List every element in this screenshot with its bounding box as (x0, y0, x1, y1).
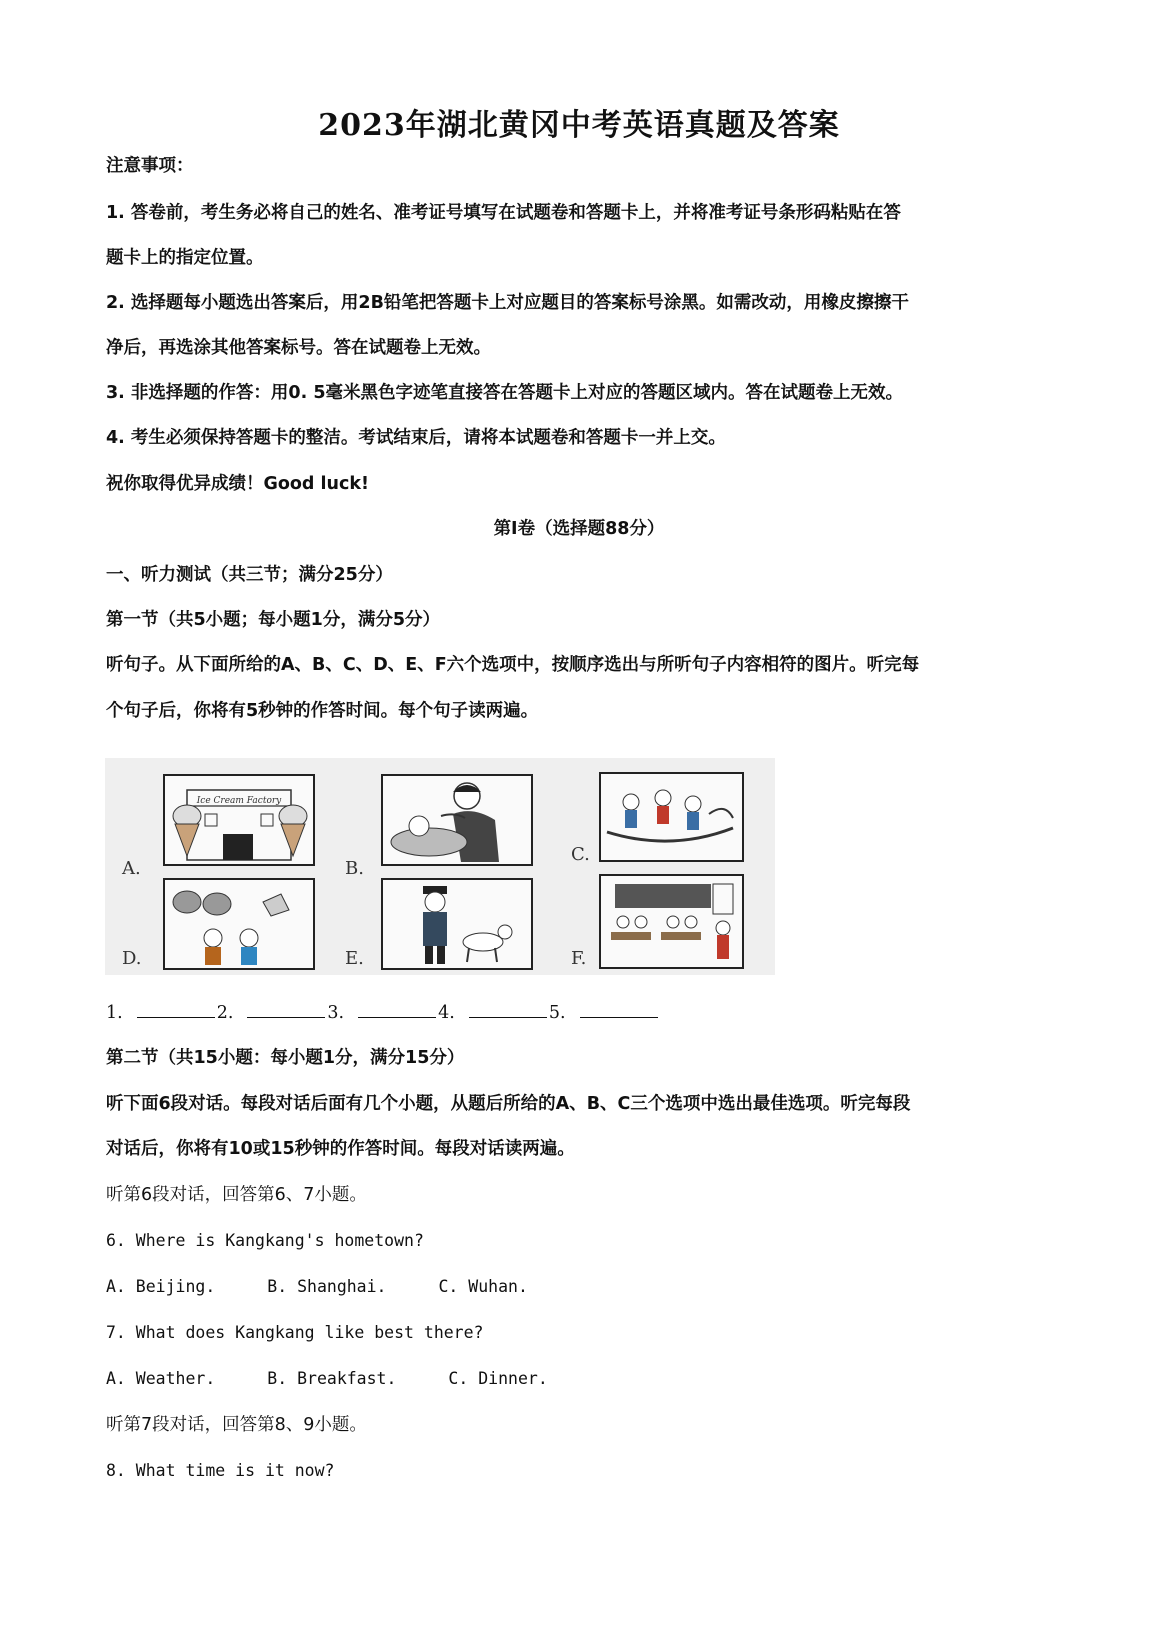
q6-option-b[interactable]: B. Shanghai. (267, 1277, 387, 1296)
blank-line[interactable] (137, 1001, 215, 1018)
blank-number: 1. (106, 1003, 123, 1023)
page-title: 2023年湖北黄冈中考英语真题及答案 (318, 108, 840, 143)
sub2-instruction-1: 听下面6段对话。每段对话后面有几个小题，从题后所给的A、B、C三个选项中选出最佳选项。听完每段 (106, 1094, 911, 1114)
picture-e-policeman-dog (381, 878, 533, 970)
picture-b-mother-and-child (381, 774, 533, 866)
q7-option-c[interactable]: C. Dinner. (448, 1369, 548, 1388)
blank-number: 2. (216, 1003, 234, 1023)
blank-3[interactable] (327, 1001, 438, 1023)
sub1-instruction-2: 个句子后，你将有5秒钟的作答时间。每个句子读两遍。 (106, 701, 539, 721)
mother-child-icon (383, 776, 530, 863)
picture-f-classroom (599, 874, 744, 969)
question-6-options (106, 1275, 1056, 1299)
question-7-options (106, 1367, 1056, 1391)
notice-line-5: 3. 非选择题的作答：用0. 5毫米黑色字迹笔直接答在答题卡上对应的答题区域内。答在试题卷上无效。 (106, 383, 904, 403)
blank-line[interactable] (469, 1001, 547, 1018)
blank-line[interactable] (358, 1001, 436, 1018)
dialog-7-heading: 听第7段对话，回答第8、9小题。 (106, 1415, 367, 1435)
q6-option-c[interactable]: C. Wuhan. (438, 1277, 528, 1296)
blank-number: 4. (438, 1003, 455, 1023)
policeman-dog-icon (383, 880, 530, 967)
zongzi-children-icon (165, 880, 312, 967)
question-7: 7. What does Kangkang like best there? (106, 1323, 484, 1342)
notice-heading: 注意事项： (106, 156, 194, 176)
question-8: 8. What time is it now? (106, 1461, 335, 1480)
blank-line[interactable] (247, 1001, 325, 1018)
picture-a-ice-cream-factory (163, 774, 315, 866)
ice-cream-factory-icon (165, 776, 312, 863)
q6-option-a[interactable]: A. Beijing. (106, 1277, 216, 1296)
section1-sub2-heading: 第二节（共15小题：每小题1分，满分15分） (106, 1048, 465, 1068)
picture-label-f: F. (571, 948, 587, 969)
blank-number: 3. (327, 1003, 345, 1023)
classroom-icon (601, 876, 741, 966)
dialog-6-heading: 听第6段对话，回答第6、7小题。 (106, 1185, 367, 1205)
sub2-instruction-2: 对话后，你将有10或15秒钟的作答时间。每段对话读两遍。 (106, 1139, 575, 1159)
blank-line[interactable] (580, 1001, 658, 1018)
notice-wish: 祝你取得优异成绩！Good luck! (106, 474, 369, 494)
section1-heading: 一、听力测试（共三节；满分25分） (106, 565, 393, 585)
picture-c-dragon-boat (599, 772, 744, 862)
picture-label-b: B. (345, 858, 364, 879)
blank-5[interactable] (549, 1001, 660, 1023)
part-title: 第Ⅰ卷（选择题88分） (493, 519, 665, 539)
section1-sub1-heading: 第一节（共5小题；每小题1分，满分5分） (106, 610, 441, 630)
blank-2[interactable] (217, 1001, 328, 1023)
sub1-instruction-1: 听句子。从下面所给的A、B、C、D、E、F六个选项中，按顺序选出与所听句子内容相符的图片。听完每 (106, 655, 920, 675)
notice-line-6: 4. 考生必须保持答题卡的整洁。考试结束后，请将本试题卷和答题卡一并上交。 (106, 428, 726, 448)
picture-label-e: E. (345, 948, 364, 969)
notice-line-1: 1. 答卷前，考生务必将自己的姓名、准考证号填写在试题卷和答题卡上，并将准考证号条形码粘贴在答 (106, 203, 901, 223)
q7-option-b[interactable]: B. Breakfast. (267, 1369, 397, 1388)
question-6: 6. Where is Kangkang's hometown? (106, 1231, 424, 1250)
picture-label-c: C. (571, 844, 590, 865)
blank-number: 5. (548, 1003, 566, 1023)
picture-options-figure (105, 758, 775, 975)
picture-label-a: A. (122, 858, 141, 879)
notice-line-3: 2. 选择题每小题选出答案后，用2B铅笔把答题卡上对应题目的答案标号涂黑。如需改动，用橡皮擦擦干 (106, 293, 909, 313)
picture-d-zongzi-children (163, 878, 315, 970)
answer-blanks-row (106, 1001, 660, 1023)
q7-option-a[interactable]: A. Weather. (106, 1369, 216, 1388)
dragon-boat-icon (601, 774, 741, 859)
blank-1[interactable] (106, 1001, 217, 1023)
notice-line-2: 题卡上的指定位置。 (106, 248, 264, 268)
factory-sign-text: Ice Cream Factory (196, 796, 282, 806)
blank-4[interactable] (438, 1001, 549, 1023)
notice-line-4: 净后，再选涂其他答案标号。答在试题卷上无效。 (106, 338, 491, 358)
picture-label-d: D. (122, 948, 142, 969)
